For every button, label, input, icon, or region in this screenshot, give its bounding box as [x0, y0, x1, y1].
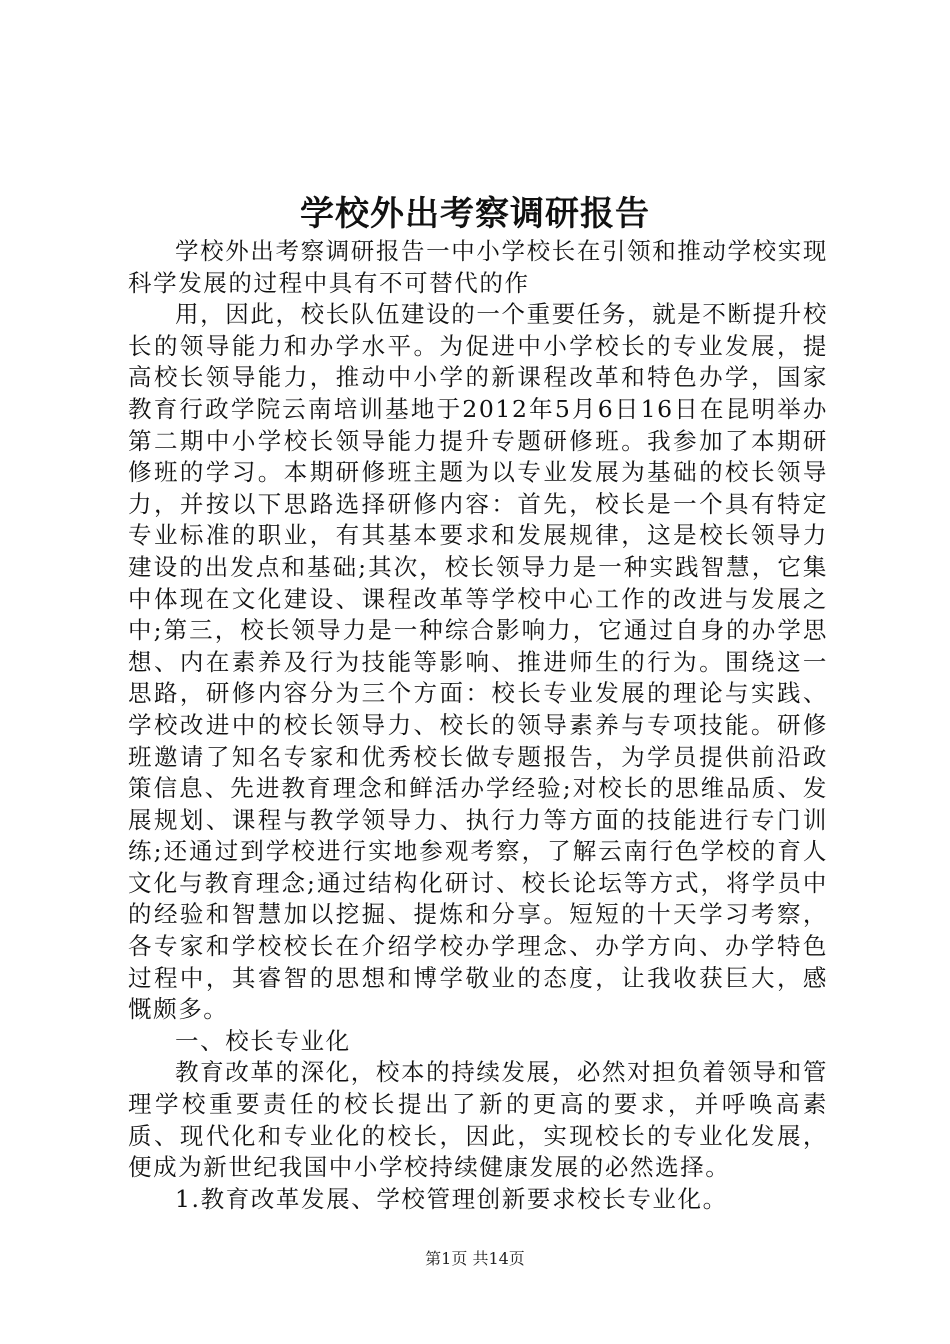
paragraph-main: 用，因此，校长队伍建设的一个重要任务，就是不断提升校长的领导能力和办学水平。为促进中小学校长的专业发展，提高校长领导能力，推动中小学的新课程改革和特色办学，国家教育行政学院云南培训基地于2012年5月6日16日在昆明举办第二期中小学校长领导能力提升专题研修班。我参加了本期研修班的学习。本期研修班主题为以专业发展为基础的校长领导力，并按以下思路选择研修内容：首先，校长是一个具有特定专业标准的职业，有其基本要求和发展规律，这是校长领导力建设的出发点和基础;其次，校长领导力是一种实践智慧，它集中体现在文化建设、课程改革等学校中心工作的改进与发展之中;第三，校长领导力是一种综合影响力，它通过自身的办学思想、内在素养及行为技能等影响、推进师生的行为。围绕这一思路，研修内容分为三个方面：校长专业发展的理论与实践、学校改进中的校长领导力、校长的领导素养与专项技能。研修班邀请了知名专家和优秀校长做专题报告，为学员提供前沿政策信息、先进教育理念和鲜活办学经验;对校长的思维品质、发展规划、课程与教学领导力、执行力等方面的技能进行专门训练;还通过到学校进行实地参观考察，了解云南行色学校的育人文化与教育理念;通过结构化研讨、校长论坛等方式，将学员中的经验和智慧加以挖掘、提炼和分享。短短的十天学习考察，各专家和学校校长在介绍学校办学理念、办学方向、办学特色过程中，其睿智的思想和博学敬业的态度，让我收获巨大，感慨颇多。 — [128, 300, 828, 1024]
paragraph-intro: 学校外出考察调研报告一中小学校长在引领和推动学校实现科学发展的过程中具有不可替代的作 — [128, 237, 828, 297]
page-number-footer: 第1页 共14页 — [425, 1249, 525, 1268]
document-body — [128, 236, 828, 1215]
subsection-heading-1: 1.教育改革发展、学校管理创新要求校长专业化。 — [175, 1184, 728, 1213]
paragraph-section-1: 教育改革的深化，校本的持续发展，必然对担负着领导和管理学校重要责任的校长提出了新的更高的要求，并呼唤高素质、现代化和专业化的校长，因此，实现校长的专业化发展，便成为新世纪我国中小学校持续健康发展的必然选择。 — [128, 1058, 828, 1182]
section-heading-1: 一、校长专业化 — [175, 1026, 351, 1055]
document-title: 学校外出考察调研报告 — [300, 194, 650, 234]
